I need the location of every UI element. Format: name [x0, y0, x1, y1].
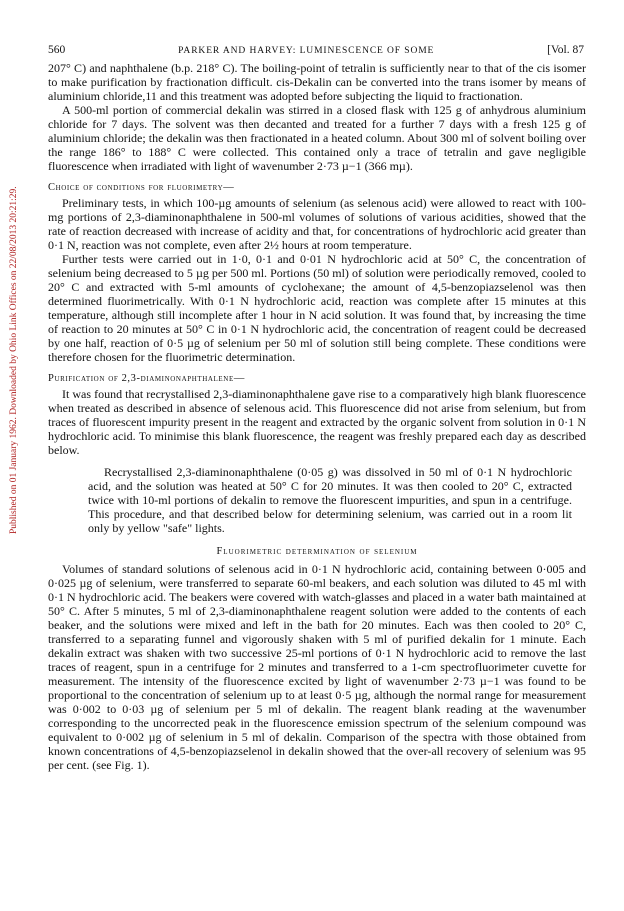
- paragraph: It was found that recrystallised 2,3-diaminonaphthalene gave rise to a comparatively high blank fluorescence when treated as described in absence of selenous acid. This fluorescence did not arise from selenium, but from traces of fluorescent impurity present in the reagent and extracted by the organic solvent from solution in 0·1 N hydrochloric acid. To minimise this blank fluorescence, the reagent was freshly prepared each day as described below.: [48, 387, 586, 457]
- section-heading: Choice of conditions for fluorimetry—: [48, 182, 235, 193]
- procedure-text: Recrystallised 2,3-diaminonaphthalene (0·05 g) was dissolved in 50 ml of 0·1 N hydrochloric acid, and the solution was heated at 50° C for 20 minutes. It was then cooled to 20° C, extracted twice with 10-ml portions of dekalin to remove the fluorescent impurities, and spun in a centrifuge. This procedure, and that described below for determining selenium, was carried out in a room lit only by yellow "safe" lights.: [88, 465, 572, 535]
- paragraph: Preliminary tests, in which 100-µg amounts of selenium (as selenous acid) were allowed to react with 100-mg portions of 2,3-diaminonaphthalene in 500-ml volumes of solutions of various acidities, showed that the rate of reaction decreased with increase of acidity and that, for concentrations of hydrochloric acid greater than 0·1 N, reaction was not complete, even after 2½ hours at room temperature.: [48, 196, 586, 252]
- page-number: 560: [48, 44, 66, 56]
- paragraph: A 500-ml portion of commercial dekalin was stirred in a closed flask with 125 g of anhydrous aluminium chloride for 7 days. The solvent was then decanted and treated for a further 7 days with a fresh 125 g of aluminium chloride; the dekalin was then fractionated in a heated column. About 300 ml of solvent boiling over the range 186° to 188° C were collected. This contained only a trace of tetralin and gave negligible fluorescence when irradiated with light of wavenumber 2·73 µ−1 (366 mµ).: [48, 103, 586, 173]
- paragraph: Volumes of standard solutions of selenous acid in 0·1 N hydrochloric acid, containing between 0·005 and 0·025 µg of selenium, were transferred to separate 60-ml beakers, and each solution was diluted to 45 ml with 0·1 N hydrochloric acid. The beakers were covered with watch-glasses and placed in a water bath maintained at 50° C. After 5 minutes, 5 ml of 2,3-diaminonaphthalene reagent solution were added to the contents of each beaker, and the solutions were mixed and left in the bath for 20 minutes. Each was then cooled to 20° C, transferred to a separating funnel and vigorously shaken with 5 ml of purified dekalin for 1 minute. Each dekalin extract was shaken with two successive 25-ml portions of 0·1 N hydrochloric acid to remove the last traces of reagent, spun in a centrifuge for 2 minutes and transferred to a 1-cm spectrofluorimeter cuvette for measurement. The intensity of the fluorescence excited by light of wavenumber 2·73 µ−1 was found to be proportional to the concentration of selenium up to at least 0·5 µg, although the normal range for measurement was 0·002 to 0·03 µg of selenium per 5 ml of dekalin. The reagent blank reading at the wavenumber corresponding to the uncorrected peak in the fluorescence emission spectrum of the selenium compound was equivalent to 0·002 µg of selenium in 5 ml of dekalin. Comparison of the spectra with those obtained from known concentrations of 4,5-benzopiazselenol in dekalin showed that the over-all recovery of selenium was 95 per cent. (see Fig. 1).: [48, 562, 586, 772]
- running-title: PARKER AND HARVEY: LUMINESCENCE OF SOME: [178, 46, 435, 56]
- section-heading: Purification of 2,3-diaminonaphthalene—: [48, 373, 245, 384]
- paragraph: Further tests were carried out in 1·0, 0·1 and 0·01 N hydrochloric acid at 50° C, the concentration of selenium being decreased to 5 µg per 500 ml. Portions (50 ml) of solution were periodically removed, cooled to 20° C and extracted with 5-ml amounts of cyclohexane; the amount of 4,5-benzopiazselenol was then determined fluorimetrically. With 0·1 N hydrochloric acid, reaction was complete after 15 minutes at this temperature, although still incomplete after 1 hour in N acid solution. It was found that, by increasing the time of reaction to 20 minutes at 50° C in 0·1 N hydrochloric acid, the concentration of reagent could be decreased by one half, reaction of 0·5 µg of selenium per 50 ml of solution still being complete. These conditions were therefore chosen for the fluorimetric determination.: [48, 252, 586, 364]
- section-heading: Fluorimetric determination of selenium: [216, 546, 418, 557]
- paragraph: 207° C) and naphthalene (b.p. 218° C). The boiling-point of tetralin is sufficiently near to that of the cis isomer to make purification by fractionation difficult. cis-Dekalin can be converted into the trans isomer by means of aluminium chloride,11 and this treatment was adopted before subjecting the liquid to fractionation.: [48, 61, 586, 103]
- volume-number: [Vol. 87: [547, 44, 584, 56]
- download-watermark: Published on 01 January 1962. Downloaded by Ohio Link Offices on 22/08/2013 20:21:29.: [9, 186, 19, 534]
- running-header: [48, 44, 584, 60]
- article-body: [48, 61, 586, 772]
- procedure-block: [88, 465, 572, 535]
